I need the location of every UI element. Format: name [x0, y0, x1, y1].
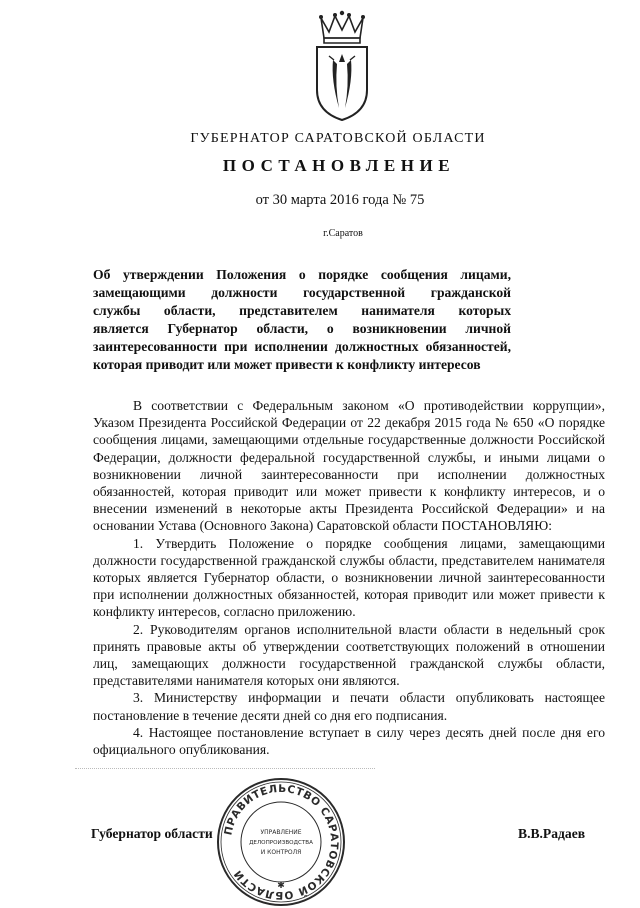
seal-line-1: УПРАВЛЕНИЕ [260, 829, 302, 836]
divider [75, 768, 375, 769]
document-type: ПОСТАНОВЛЕНИЕ [222, 156, 456, 175]
coat-of-arms-icon [311, 10, 373, 122]
subject-line: замещающими должности государственной гражданской [93, 285, 511, 300]
official-seal-icon [215, 776, 347, 908]
seal-line-2: ДЕЛОПРОИЗВОДСТВА [249, 840, 313, 846]
signatory-name: В.В.Радаев [518, 826, 586, 841]
subject-line: заинтересованности при исполнении должностных обязанностей, [93, 339, 511, 354]
document-body [93, 397, 605, 758]
document-subject [93, 266, 511, 374]
svg-text:✱: ✱ [277, 881, 285, 891]
clause-4: 4. Настоящее постановление вступает в силу через десять дней после дня его официального опубликования. [93, 724, 605, 758]
preamble-paragraph: В соответствии с Федеральным законом «О противодействии коррупции», Указом Президента Российской Федерации от 22 декабря 2015 года № 650 «О порядке сообщения лицами, замещающими отдельные государственные должности Российской Федерации, должности федеральной государственной службы, и иными лицами о возникновении личной заинтересованности при исполнении должностных обязанностей, которая приводит или может привести к конфликту интересов, и о внесении изменений в некоторые акты Президента Российской Федерации» и на основании Устава (Основного Закона) Саратовской области ПОСТАНОВЛЯЮ: [93, 398, 605, 534]
clause-1: 1. Утвердить Положение о порядке сообщения лицами, замещающими должности государственной гражданской службы области, представителем нанимателя которых является Губернатор области, о возникновении личной заинтересованности при исполнении должностных обязанностей, которая приводит или может привести к конфликту интересов, согласно приложению. [93, 535, 605, 620]
subject-line: является Губернатор области, о возникновении личной [93, 321, 511, 336]
seal-ring-text: ПРАВИТЕЛЬСТВО САРАТОВСКОЙ ОБЛАСТИ [222, 782, 341, 902]
seal-line-3: И КОНТРОЛЯ [260, 849, 302, 856]
clause-2: 2. Руководителям органов исполнительной власти области в недельный срок принять правовые акты об утверждении соответствующих положений в отношении лиц, замещающих должности государственной гражданской службы области, представителями нанимателя которых они являются. [93, 621, 605, 689]
document-date: от 30 марта 2016 года № 75 [255, 192, 425, 208]
clause-3: 3. Министерству информации и печати области опубликовать настоящее постановление в течение десяти дней со дня его подписания. [93, 690, 605, 723]
subject-line: Об утверждении Положения о порядке сообщения лицами, [93, 267, 511, 282]
subject-line: которая приводит или может привести к конфликту интересов [93, 357, 481, 372]
city: г.Саратов [323, 228, 363, 239]
issuer-title: ГУБЕРНАТОР САРАТОВСКОЙ ОБЛАСТИ [190, 131, 486, 146]
signatory-title: Губернатор области [91, 826, 213, 841]
subject-line: службы области, представителем нанимателя которых [93, 303, 511, 318]
